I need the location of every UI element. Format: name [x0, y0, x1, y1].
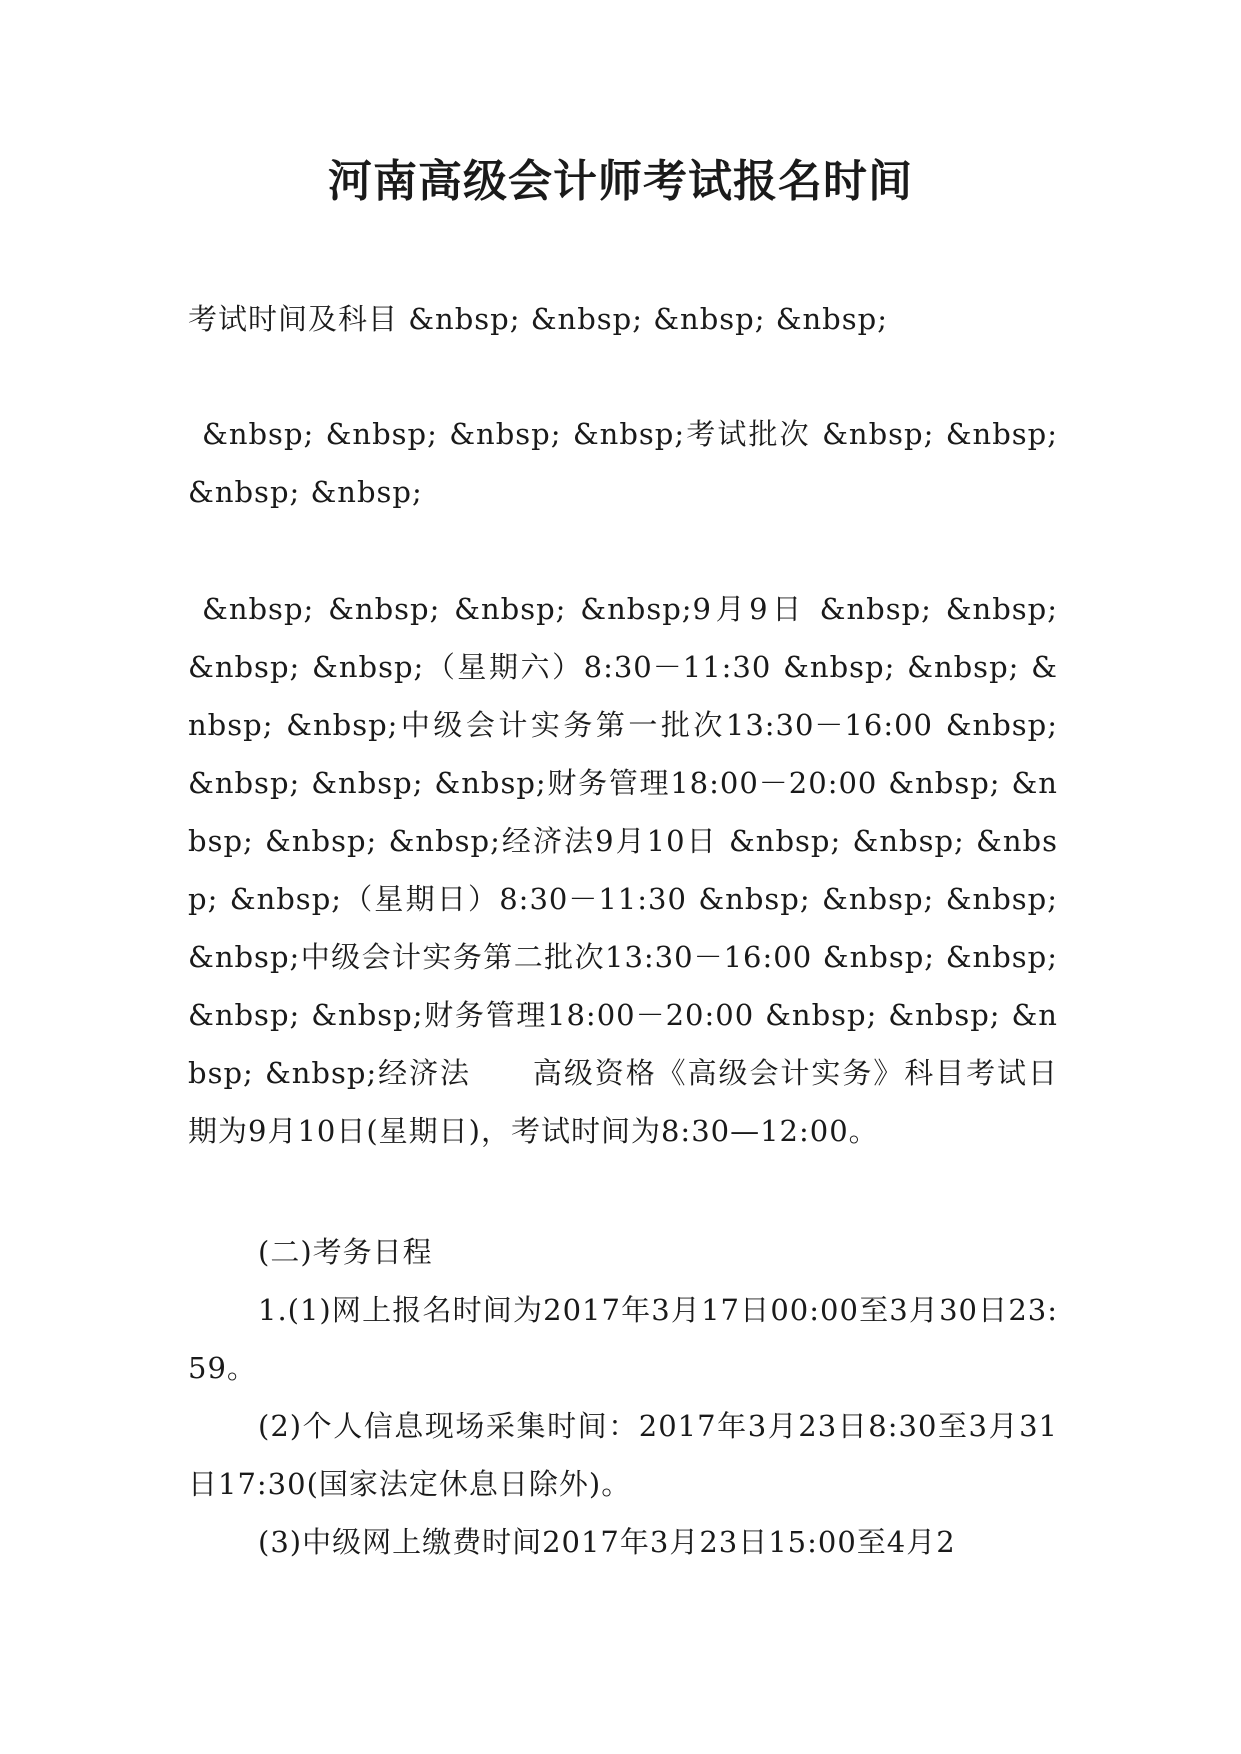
paragraph-exam-batch: &nbsp; &nbsp; &nbsp; &nbsp;考试批次 &nbsp; &nbsp; &nbsp; &nbsp;	[188, 417, 1058, 509]
paragraph-registration-time: 1.(1)网上报名时间为2017年3月17日00:00至3月30日23:59。	[188, 1293, 1058, 1385]
paragraph-info-collection: (2)个人信息现场采集时间：2017年3月23日8:30至3月31日17:30(国家法定休息日除外)。	[188, 1409, 1058, 1501]
document-title: 河南高级会计师考试报名时间	[328, 156, 913, 207]
paragraph-exam-time-heading: 考试时间及科目 &nbsp; &nbsp; &nbsp; &nbsp;	[188, 302, 888, 336]
paragraph-payment-time: (3)中级网上缴费时间2017年3月23日15:00至4月2	[258, 1525, 956, 1559]
paragraph-exam-schedule: &nbsp; &nbsp; &nbsp; &nbsp;9月9日 &nbsp; &nbsp; &nbsp; &nbsp;（星期六）8:30－11:30 &nbsp; &nbsp; &nbsp; &nbsp;中级会计实务第一批次13:30－16:00 &nbsp; &nbsp; &nbsp; &nbsp;财务管理18:00－20:00 &nbsp; &nbsp; &nbsp; &nbsp;经济法9月10日 &nbsp; &nbsp; &nbsp; &nbsp;（星期日）8:30－11:30 &nbsp; &nbsp; &nbsp; &nbsp;中级会计实务第二批次13:30－16:00 &nbsp; &nbsp; &nbsp; &nbsp;财务管理18:00－20:00 &nbsp; &nbsp; &nbsp; &nbsp;经济法 高级资格《高级会计实务》科目考试日期为9月10日(星期日)，考试时间为8:30—12:00。	[188, 592, 1058, 1148]
paragraph-section-heading: (二)考务日程	[258, 1235, 433, 1269]
